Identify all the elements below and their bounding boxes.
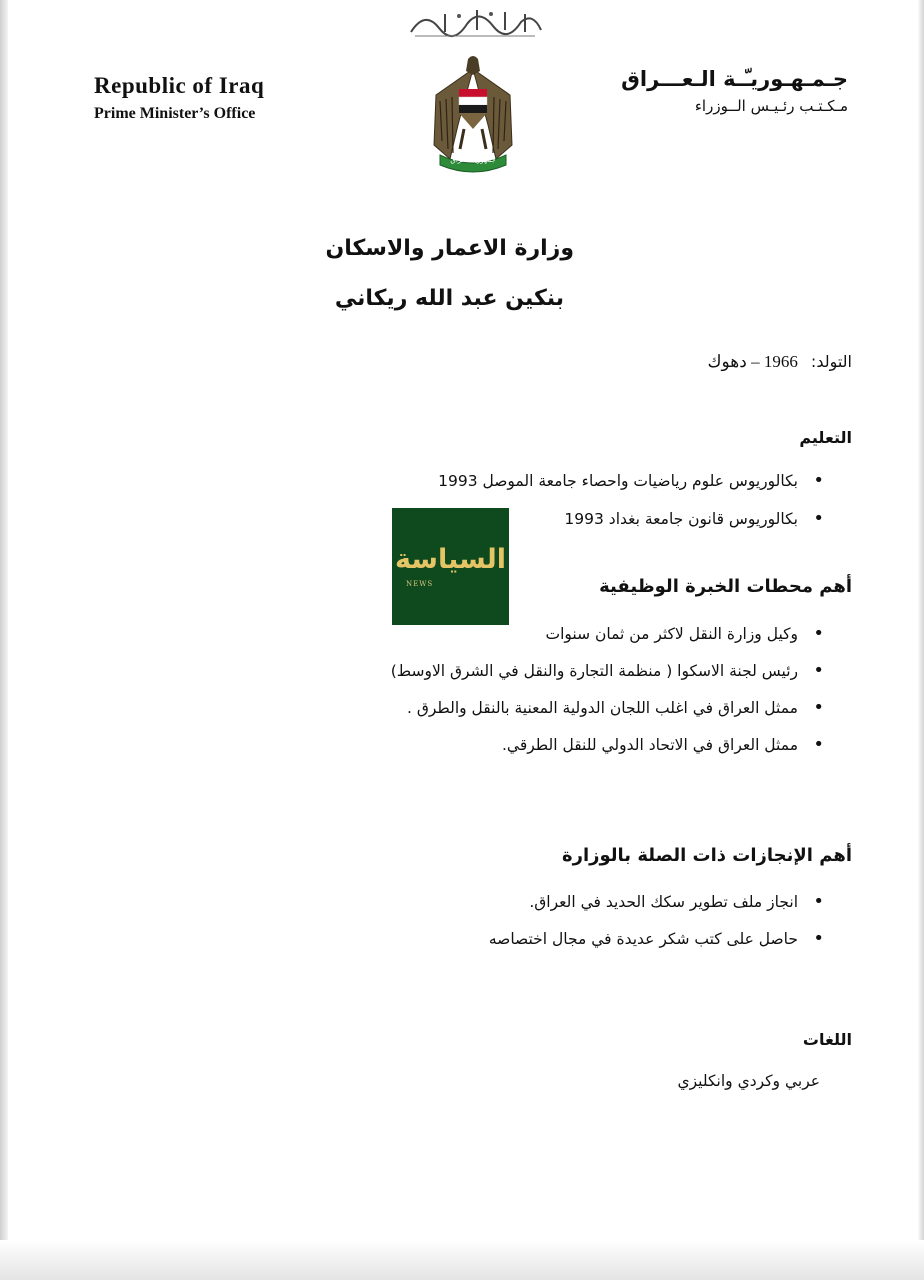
- country-title-ar: جـمـهـوريـّـة الـعـــراق: [621, 67, 848, 91]
- list-item: • انجاز ملف تطوير سكك الحديد في العراق.: [489, 885, 824, 922]
- country-title-en: Republic of Iraq: [94, 73, 265, 98]
- list-item: • حاصل على كتب شكر عديدة في مجال اختصاصه: [489, 922, 824, 959]
- achievements-heading: أهم الإنجازات ذات الصلة بالوزارة: [561, 845, 852, 866]
- ministry-title: وزارة الاعمار والاسكان: [325, 236, 574, 261]
- list-item: • بكالوريوس قانون جامعة بغداد 1993: [438, 502, 824, 540]
- birth-line: [707, 352, 852, 372]
- career-list: [391, 617, 824, 765]
- page-edge-shadow: [0, 0, 8, 1280]
- basmala-calligraphy: [405, 2, 545, 42]
- letterhead-english: [94, 72, 334, 124]
- person-name: بنكين عبد الله ريكاني: [334, 286, 564, 311]
- logo-news-label: NEWS: [406, 580, 434, 588]
- career-heading: أهم محطات الخبرة الوظيفية: [599, 576, 852, 597]
- page-edge-shadow: [0, 1240, 924, 1280]
- list-item: • رئيس لجنة الاسكوا ( منظمة التجارة والنقل في الشرق الاوسط): [391, 654, 824, 691]
- languages-heading: اللغات: [802, 1030, 852, 1049]
- logo-text: السياسة: [395, 544, 506, 575]
- birth-label: التولد:: [810, 352, 852, 371]
- languages-value: عربي وكردي وانكليزي: [677, 1072, 820, 1090]
- office-title-ar: مـكـتـب رئـيـس الــوزراء: [694, 97, 848, 115]
- emblem-scroll-label: جمهورية العراق: [450, 156, 496, 164]
- list-item: • وكيل وزارة النقل لاكثر من ثمان سنوات: [391, 617, 824, 654]
- office-title-en: Prime Minister’s Office: [94, 105, 256, 122]
- achievements-list: [489, 885, 824, 959]
- birth-value: 1966 – دهوك: [707, 352, 798, 371]
- education-heading: التعليم: [799, 428, 852, 447]
- page-edge-shadow: [918, 0, 924, 1280]
- alsiyasa-news-logo: [392, 508, 509, 625]
- list-item: • ممثل العراق في الاتحاد الدولي للنقل الطرقي.: [391, 728, 824, 765]
- letterhead-arabic: [588, 64, 848, 116]
- list-item: • بكالوريوس علوم رياضيات واحصاء جامعة الموصل 1993: [438, 464, 824, 502]
- list-item: • ممثل العراق في اغلب اللجان الدولية المعنية بالنقل والطرق .: [391, 691, 824, 728]
